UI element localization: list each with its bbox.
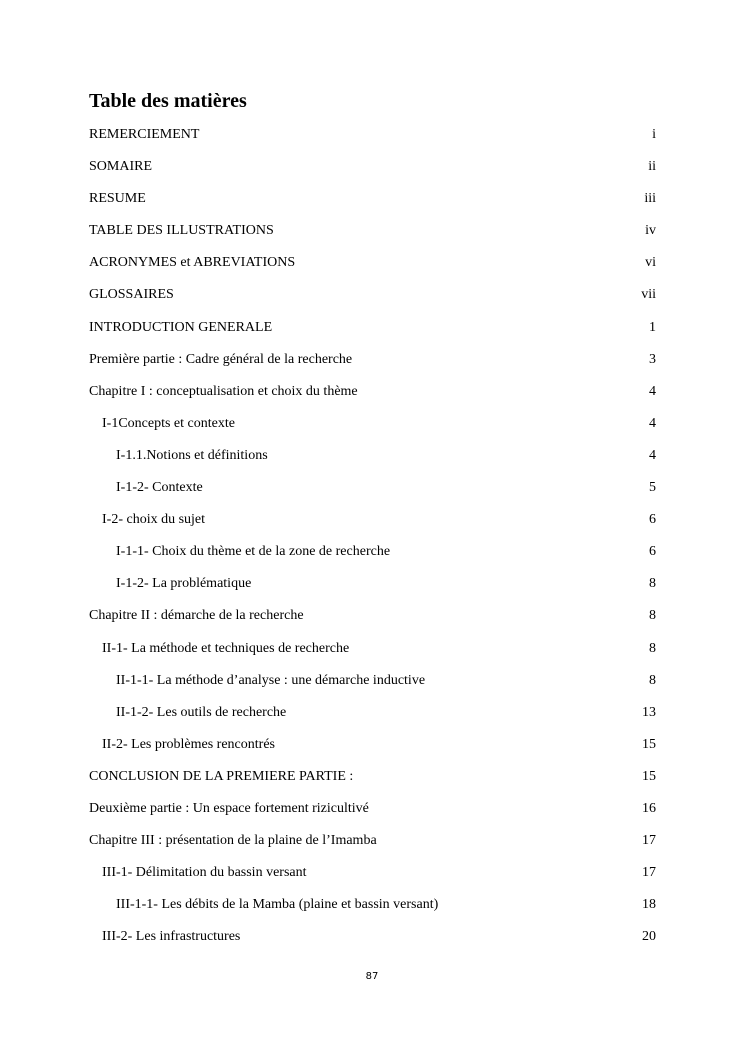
toc-entry-label: II-2- Les problèmes rencontrés bbox=[102, 736, 275, 752]
toc-entry-page: 4 bbox=[649, 383, 656, 399]
toc-entry bbox=[89, 474, 656, 506]
toc-entry-page: 17 bbox=[642, 865, 656, 881]
toc-entry-page: 3 bbox=[649, 351, 656, 367]
toc-entry bbox=[89, 346, 656, 378]
toc-entry bbox=[89, 891, 656, 923]
toc-entry-label: REMERCIEMENT bbox=[89, 127, 200, 142]
toc-entry bbox=[89, 602, 656, 634]
toc-entry-label: RESUME bbox=[89, 191, 146, 207]
toc-entry-page: 15 bbox=[642, 736, 656, 752]
toc-entry-page: 6 bbox=[649, 512, 656, 528]
toc-entry bbox=[89, 699, 656, 731]
toc-entry-label: Deuxième partie : Un espace fortement rizicultivé bbox=[89, 800, 369, 816]
toc-entry-page: i bbox=[652, 127, 656, 142]
toc-entry-page: 17 bbox=[642, 833, 656, 849]
table-of-contents bbox=[89, 121, 656, 955]
toc-entry-label: II-1-1- La méthode d’analyse : une démarche inductive bbox=[116, 672, 426, 688]
toc-entry-page: 8 bbox=[649, 608, 656, 624]
toc-entry-page: 8 bbox=[649, 576, 656, 592]
toc-entry-page: 18 bbox=[642, 897, 656, 913]
toc-entry-page: 8 bbox=[649, 672, 656, 688]
toc-entry bbox=[89, 859, 656, 891]
page-number: 87 bbox=[365, 971, 379, 982]
toc-entry bbox=[89, 923, 656, 955]
toc-entry-label: CONCLUSION DE LA PREMIERE PARTIE : bbox=[89, 768, 354, 784]
toc-entry bbox=[89, 731, 656, 763]
toc-entry-label: I-1-2- La problématique bbox=[116, 576, 252, 592]
toc-entry-label: SOMAIRE bbox=[89, 159, 153, 175]
toc-entry bbox=[89, 570, 656, 602]
toc-entry-page: 15 bbox=[642, 768, 656, 784]
toc-entry-label: III-1- Délimitation du bassin versant bbox=[102, 865, 307, 881]
toc-entry-label: I-2- choix du sujet bbox=[102, 512, 206, 528]
toc-entry bbox=[89, 506, 656, 538]
toc-entry-page: vii bbox=[641, 287, 656, 303]
toc-entry-label: I-1Concepts et contexte bbox=[102, 415, 235, 431]
toc-entry-page: iv bbox=[645, 223, 656, 239]
toc-entry-label: III-2- Les infrastructures bbox=[102, 929, 241, 945]
toc-entry bbox=[89, 185, 656, 217]
toc-entry-page: 4 bbox=[649, 415, 656, 431]
toc-entry bbox=[89, 795, 656, 827]
toc-entry-label: I-1.1.Notions et définitions bbox=[116, 447, 268, 463]
page-title: Table des matières bbox=[89, 90, 247, 112]
toc-entry bbox=[89, 281, 656, 313]
toc-entry-label: Première partie : Cadre général de la recherche bbox=[89, 351, 353, 367]
toc-entry-page: ii bbox=[648, 159, 656, 175]
toc-entry bbox=[89, 442, 656, 474]
toc-entry bbox=[89, 121, 656, 153]
toc-entry-label: TABLE DES ILLUSTRATIONS bbox=[89, 223, 274, 239]
toc-entry-page: 16 bbox=[642, 800, 656, 816]
toc-entry-label: Chapitre I : conceptualisation et choix du thème bbox=[89, 383, 358, 399]
toc-entry-label: I-1-1- Choix du thème et de la zone de recherche bbox=[116, 544, 391, 560]
toc-entry-page: 6 bbox=[649, 544, 656, 560]
toc-entry bbox=[89, 763, 656, 795]
toc-entry bbox=[89, 538, 656, 570]
toc-entry bbox=[89, 217, 656, 249]
toc-entry-label: Chapitre II : démarche de la recherche bbox=[89, 608, 304, 624]
toc-entry-page: 20 bbox=[642, 929, 656, 945]
toc-entry-label: INTRODUCTION GENERALE bbox=[89, 319, 273, 335]
toc-entry-page: 13 bbox=[642, 704, 656, 720]
toc-entry bbox=[89, 249, 656, 281]
toc-entry-page: 1 bbox=[649, 319, 656, 335]
toc-entry-page: 8 bbox=[649, 640, 656, 656]
toc-entry bbox=[89, 410, 656, 442]
toc-entry-page: 4 bbox=[649, 447, 656, 463]
toc-entry-label: II-1-2- Les outils de recherche bbox=[116, 704, 287, 720]
toc-entry bbox=[89, 153, 656, 185]
toc-entry bbox=[89, 635, 656, 667]
toc-entry-label: ACRONYMES et ABREVIATIONS bbox=[89, 255, 296, 271]
toc-entry-label: III-1-1- Les débits de la Mamba (plaine et bassin versant) bbox=[116, 897, 439, 913]
toc-entry-label: II-1- La méthode et techniques de recherche bbox=[102, 640, 350, 656]
toc-entry bbox=[89, 378, 656, 410]
toc-entry bbox=[89, 667, 656, 699]
toc-entry-label: I-1-2- Contexte bbox=[116, 480, 203, 496]
toc-entry-label: GLOSSAIRES bbox=[89, 287, 174, 303]
toc-entry-page: 5 bbox=[649, 480, 656, 496]
toc-entry-page: vi bbox=[645, 255, 656, 271]
toc-entry-page: iii bbox=[644, 191, 656, 207]
toc-entry-label: Chapitre III : présentation de la plaine de l’Imamba bbox=[89, 833, 377, 849]
toc-entry bbox=[89, 314, 656, 346]
toc-entry bbox=[89, 827, 656, 859]
